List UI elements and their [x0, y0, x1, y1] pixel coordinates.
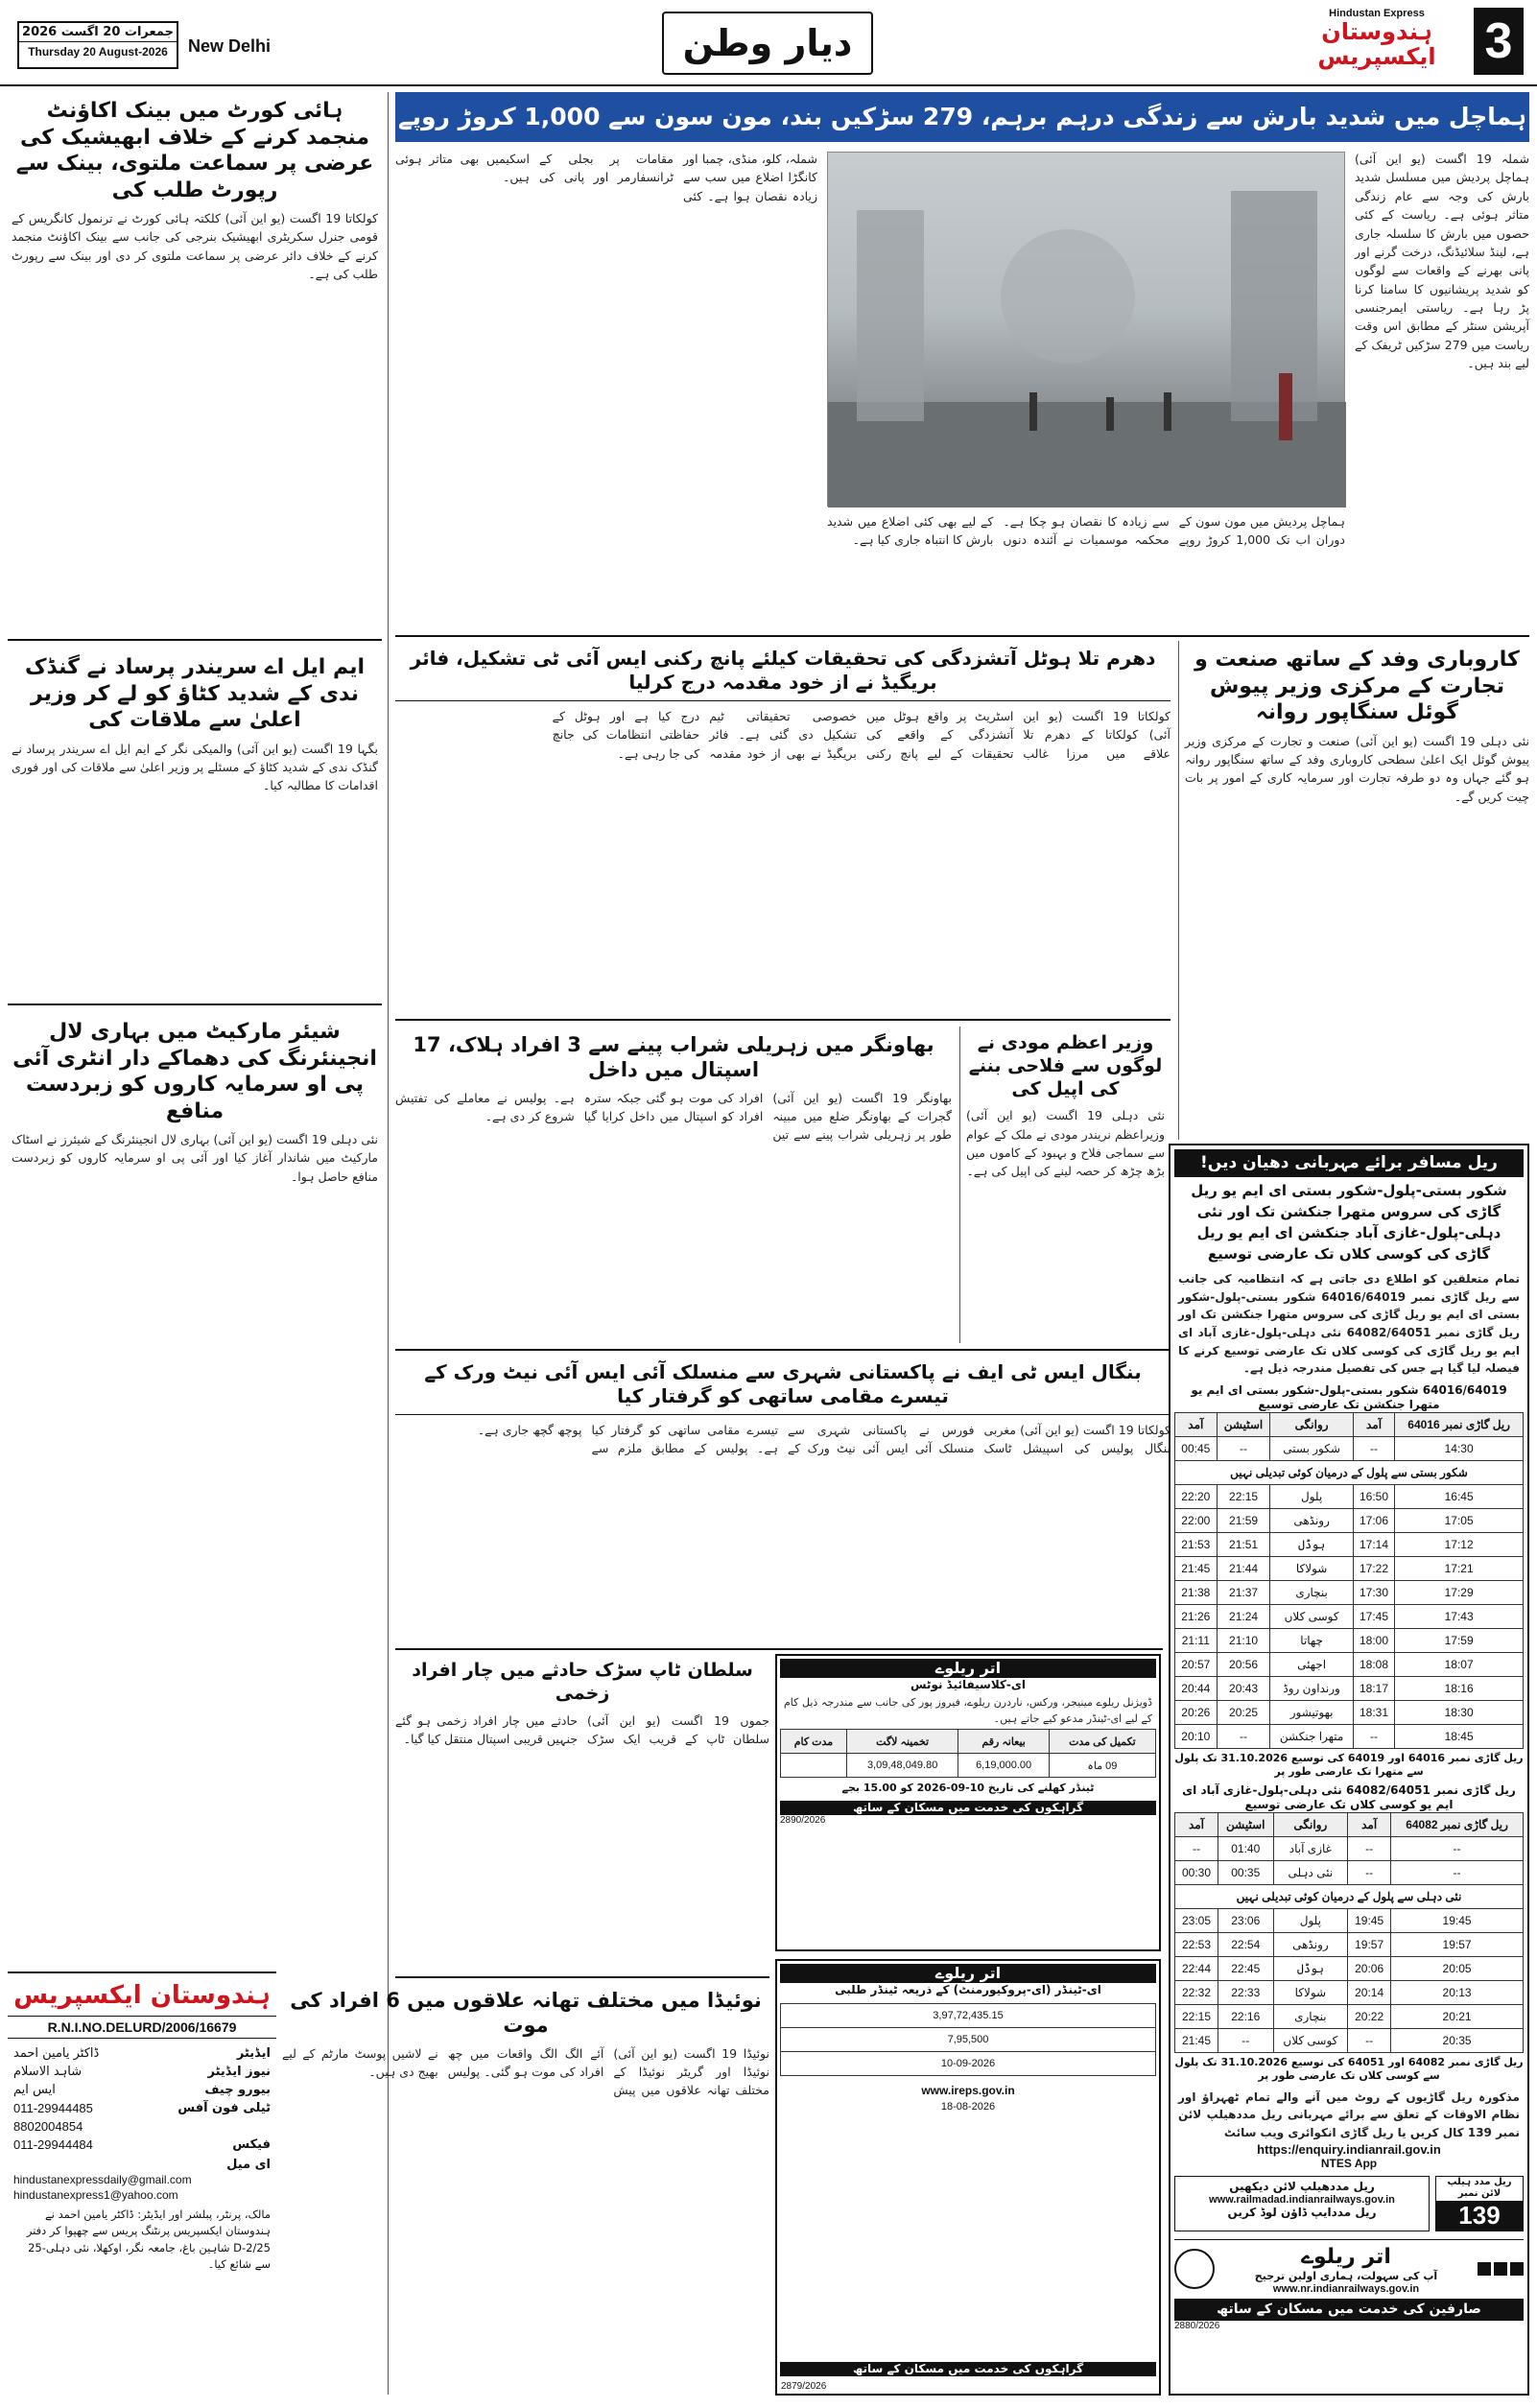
railmadad-url[interactable]: www.railmadad.indianrailways.gov.in	[1209, 2193, 1395, 2206]
timetable-cell: --	[1353, 1436, 1395, 1460]
timetable-cell: 17:05	[1395, 1508, 1524, 1532]
fax-row: فیکس 011-29944484	[13, 2137, 271, 2152]
lead-body-3: شملہ، کلو، منڈی، چمبا اور کانگڑا اضلاع میں سب سے زیادہ نقصان ہوا ہے۔ کئی مقامات پر بجلی کے ٹرانسفارمر اور پانی کی اسکیمیں بھی متاثر ہوئی ہیں۔	[395, 152, 817, 203]
timetable-cell: رونڈھی	[1270, 1508, 1353, 1532]
timetable-cell: ہوڈل	[1273, 1957, 1348, 1981]
table2-title: ریل گاڑی نمبر 64082/64051 نئی دہلی-پلول-غازی آباد ای ایم یو کوسی کلاں تک عارضی توسیع	[1182, 1783, 1516, 1812]
timetable-cell: 01:40	[1218, 1837, 1273, 1861]
table2-footer: ریل گاڑی نمبر 64082 اور 64051 کی توسیع 31.10.2026 تک پلول سے کوسی کلاں تک عارضی طور پر	[1174, 2056, 1524, 2083]
timetable-header-cell: ریل گاڑی نمبر 64082	[1391, 1813, 1524, 1837]
x-icon[interactable]	[1494, 2262, 1507, 2276]
timetable-cell: 14:30	[1395, 1436, 1524, 1460]
email-1: hindustanexpressdaily@gmail.com	[13, 2173, 192, 2186]
ntes-app: NTES App	[1320, 2156, 1378, 2170]
logo-en: Hindustan Express	[1329, 8, 1425, 19]
sultanpur-headline: سلطان ٹاپ سڑک حادثے میں چار افراد زخمی	[412, 1660, 753, 1704]
lead-story	[395, 92, 1529, 629]
timetable-cell: شکور بستی	[1270, 1436, 1353, 1460]
timetable-cell: 22:15	[1217, 1484, 1270, 1508]
tender2-code: 2879/2026	[781, 2381, 827, 2392]
tender2-website[interactable]: www.ireps.gov.in	[921, 2084, 1015, 2097]
helpline-number[interactable]: 139	[1436, 2201, 1523, 2231]
table1-footer: ریل گاڑی نمبر 64016 اور 64019 کی توسیع 31.10.2026 تک پلول سے متھرا تک عارضی طور پر	[1174, 1751, 1524, 1778]
timetable-cell: 21:53	[1175, 1532, 1218, 1556]
goyal-story	[1178, 641, 1529, 1140]
timetable-cell: 18:16	[1395, 1676, 1524, 1700]
tender1-code: 2890/2026	[780, 1814, 826, 1826]
timetable-row	[1175, 1604, 1524, 1628]
email-2: hindustanexpress1@yahoo.com	[13, 2188, 178, 2202]
timetable-cell: 17:22	[1353, 1556, 1395, 1580]
railmadad-label: ریل مددھیلپ لائن دیکھیں	[1229, 2179, 1375, 2193]
rail-code: 2880/2026	[1174, 2321, 1220, 2332]
tender1-row	[781, 1754, 1156, 1778]
rail-note: مذکورہ ریل گاڑیوں کے روٹ میں آنے والے تمام ٹھہراؤ اور نظام الاوقات کے تعلق سے برائے مہربانی ریل مددھیلپ لائن نمبر 139 کال کریں یا ریل گاڑی انکوائری ویب سائٹ	[1178, 2089, 1520, 2139]
timetable-cell: 20:14	[1348, 1981, 1391, 2005]
timetable-header-cell: اسٹیشن	[1218, 1813, 1273, 1837]
timetable-cell: 16:50	[1353, 1484, 1395, 1508]
phone-2: 8802004854	[13, 2119, 83, 2134]
timetable-cell: کوسی کلاں	[1273, 2029, 1348, 2053]
timetable-cell: 20:25	[1217, 1700, 1270, 1724]
timetable-cell: --	[1175, 1837, 1218, 1861]
section-title	[662, 12, 873, 75]
phone-row: ٹیلی فون آفس 011-29944485	[13, 2101, 271, 2115]
timetable-row	[1175, 2005, 1524, 2029]
timetable-cell: 22:16	[1218, 2005, 1273, 2029]
tender1-header	[781, 1730, 1156, 1754]
hc-bank-headline: ہائی کورٹ میں بینک اکاؤنٹ منجمد کرنے کے خلاف ابھیشیک کی عرضی پر سماعت ملتوی، بینک سے رپورٹ طلب کی	[15, 99, 374, 202]
section-label: دیار وطن	[682, 22, 853, 64]
sultanpur-body: جموں 19 اگست (یو این آئی) سلطان ٹاپ کے قریب ایک سڑک حادثے میں چار افراد زخمی ہو گئے جنہیں قریبی اسپتال منتقل کیا گیا۔	[395, 1712, 769, 1746]
bengal-stf-headline: بنگال ایس ٹی ایف نے پاکستانی شہری سے منسلک آئی ایس آئی نیٹ ورک کے تیسرے مقامی ساتھی کو گرفتار کیا	[395, 1355, 1170, 1415]
timetable-row	[1175, 1484, 1524, 1508]
timetable-cell: رونڈھی	[1273, 1933, 1348, 1957]
hc-bank-body: کولکاتا 19 اگست (یو این آئی) کلکتہ ہائی کورٹ نے ترنمول کانگریس کے قومی جنرل سکریٹری ابھیشیک بنرجی کی جانب سے بینک اکاؤنٹ منجمد کرنے کے خلاف دائر عرضی پر سماعت ملتوی کر دی اور بینک سے رپورٹ طلب کی ہے۔	[12, 211, 378, 282]
modi-body: نئی دہلی 19 اگست (یو این آئی) وزیراعظم نریندر مودی نے ملک کے عوام سے سماجی فلاح و بہبود کے کاموں میں بڑھ چڑھ کر حصہ لینے کی اپیل کی ہے۔	[966, 1108, 1165, 1179]
timetable-cell: 20:35	[1391, 2029, 1524, 2053]
bengal-stf-body: کولکاتا 19 اگست (یو این آئی) مغربی بنگال پولیس کی اسپیشل ٹاسک فورس نے پاکستانی شہری سے منسلک آئی ایس آئی نیٹ ورک کے تیسرے مقامی ساتھی کو گرفتار کیا ہے۔ پولیس کے مطابق ملزم سے پوچھ گچھ جاری ہے۔	[477, 1423, 1170, 1456]
logo-urdu: ہندوستان ایکسپریس	[1317, 18, 1436, 71]
bengal-stf-story	[395, 1355, 1170, 1642]
timetable-cell: چھاتا	[1270, 1628, 1353, 1652]
mla-body: بگہا 19 اگست (یو این آئی) والمیکی نگر کے ایم ایل اے سریندر پرساد نے گنڈک ندی کے شدید کٹاؤ کے مسئلے پر وزیر اعلیٰ سے ملاقات کی اور فوری اقدامات کا مطالبہ کیا۔	[12, 741, 378, 793]
timetable-cell: 22:44	[1175, 1957, 1218, 1981]
timetable-cell: 20:05	[1391, 1957, 1524, 1981]
timetable-cell: 17:43	[1395, 1604, 1524, 1628]
timetable-cell: --	[1218, 2029, 1273, 2053]
tender2-subtitle: ای-ٹینڈر (ای-پروکیورمنٹ) کے ذریعہ ٹینڈر طلبی	[835, 1983, 1101, 1996]
tender2-slogan: گراہکوں کی خدمت میں مسکان کے ساتھ	[780, 2362, 1156, 2376]
timetable-row	[1175, 1909, 1524, 1933]
timetable-cell: بنچاری	[1273, 2005, 1348, 2029]
tender1-cell: 6,19,000.00	[958, 1754, 1049, 1778]
lead-body-1: شملہ 19 اگست (یو این آئی) ہماچل پردیش میں مسلسل شدید بارش کی وجہ سے عام زندگی متاثر ہوئی ہے۔ ریاست کے کئی حصوں میں بارش کا سلسلہ جاری ہے، لینڈ سلائیڈنگ، درخت گرنے اور پانی بھرنے کے واقعات سے لوگوں کو شدید پریشانیوں کا سامنا کرنا پڑ رہا ہے۔ ریاستی ایمرجنسی آپریشن سنٹر کے مطابق اس وقت ریاست میں 279 سڑکیں ٹریفک کے لیے بند ہیں۔	[1355, 152, 1529, 371]
share-market-body: نئی دہلی 19 اگست (یو این آئی) بہاری لال انجینئرنگ کے شیئرز نے اسٹاک مارکیٹ میں شاندار آغاز کیا اور آئی پی او سرمایہ کاروں کو زبردست منافع حاصل ہوا۔	[12, 1132, 378, 1184]
timetable-header-cell: روانگی	[1273, 1813, 1348, 1837]
fog-street-photo	[828, 153, 1346, 508]
timetable-cell: 19:45	[1348, 1909, 1391, 1933]
date-box	[17, 21, 178, 69]
city: New Delhi	[188, 36, 272, 56]
timetable-cell: 17:21	[1395, 1556, 1524, 1580]
timetable-cell: 16:45	[1395, 1484, 1524, 1508]
timetable-header-cell: آمد	[1175, 1412, 1218, 1436]
page-number: 3	[1474, 8, 1524, 75]
timetable-cell: شولاکا	[1273, 1981, 1348, 2005]
timetable-cell: --	[1348, 1837, 1391, 1861]
railway-tag: آپ کی سہولت، ہماری اولین ترجیح	[1254, 2270, 1438, 2283]
timetable-cell: 22:53	[1175, 1933, 1218, 1957]
tender2-title: اتر ریلوے	[780, 1964, 1156, 1983]
timetable-cell: 17:30	[1353, 1580, 1395, 1604]
tender1-header-cell: مدت کام	[781, 1730, 847, 1754]
dharamtala-story	[395, 641, 1170, 1015]
timetable-row	[1175, 1436, 1524, 1460]
dharamtala-body: کولکاتا 19 اگست (یو این آئی) کولکاتا کے دھرم تلا علاقے میں مرزا غالب اسٹریٹ پر واقع ہوٹل میں آتشزدگی کے واقعے کی تحقیقات کے لیے پانچ رکنی خصوصی تحقیقاتی ٹیم تشکیل دی گئی ہے۔ فائر بریگیڈ نے بھی از خود مقدمہ درج کیا ہے اور ہوٹل کے حفاظتی انتظامات کی جانچ کی جا رہی ہے۔	[552, 709, 1170, 761]
timetable-header-cell: اسٹیشن	[1217, 1412, 1270, 1436]
timetable-note: شکور بستی سے پلول کے درمیان کوئی تبدیلی نہیں	[1175, 1460, 1524, 1484]
timetable-cell: 18:31	[1353, 1700, 1395, 1724]
left-column	[8, 92, 382, 1963]
timetable-cell: --	[1391, 1837, 1524, 1861]
timetable-cell: 17:45	[1353, 1604, 1395, 1628]
timetable-cell: 22:45	[1218, 1957, 1273, 1981]
timetable-cell: --	[1391, 1861, 1524, 1885]
imprint-logo: ہندوستان ایکسپریس	[13, 1981, 271, 2010]
timetable-row	[1175, 1933, 1524, 1957]
timetable-row	[1175, 1861, 1524, 1885]
timetable-cell: 20:21	[1391, 2005, 1524, 2029]
timetable-cell: 20:43	[1217, 1676, 1270, 1700]
timetable-cell: 19:45	[1391, 1909, 1524, 1933]
email-label: ای میل	[226, 2158, 271, 2172]
timetable-header-cell: روانگی	[1270, 1412, 1353, 1436]
timetable-cell: نئی دہلی	[1273, 1861, 1348, 1885]
timetable-cell: 21:38	[1175, 1580, 1218, 1604]
sultanpur-story	[395, 1654, 769, 1971]
tender1-cell: 09 ماہ	[1049, 1754, 1155, 1778]
dharamtala-headline: دھرم تلا ہوٹل آتشزدگی کی تحقیقات کیلئے پانچ رکنی ایس آئی ٹی تشکیل، فائر بریگیڈ نے از خود مقدمہ درج کرلیا	[395, 641, 1170, 701]
timetable-cell: 21:11	[1175, 1628, 1218, 1652]
rail-banner: ریل مسافر برائے مہربانی دھیان دیں!	[1174, 1149, 1524, 1177]
tender2-amount2: 7,95,500	[781, 2028, 1156, 2052]
rail-slogan: صارفین کی خدمت میں مسکان کے ساتھ	[1174, 2299, 1524, 2322]
railway-url[interactable]: www.nr.indianrailways.gov.in	[1272, 2282, 1420, 2295]
timetable-header	[1175, 1412, 1524, 1436]
rail-title: شکور بستی-پلول-شکور بستی ای ایم یو ریل گاڑی کی سروس متھرا جنکشن تک اور نئی دہلی-پلول-غازی آباد جنکشن ای ایم یو ریل گاڑی کی کوسی کلاں تک عارضی توسیع	[1191, 1182, 1507, 1263]
timetable-cell: 22:00	[1175, 1508, 1218, 1532]
rail-notice	[1169, 1144, 1529, 2396]
timetable-cell: 22:54	[1218, 1933, 1273, 1957]
timetable-row	[1175, 1837, 1524, 1861]
facebook-icon[interactable]	[1478, 2262, 1491, 2276]
helpline-label: ریل مدد ہیلپ لائن نمبر	[1447, 2176, 1512, 2200]
timetable-cell: 17:59	[1395, 1628, 1524, 1652]
railmadad-download: ریل مددایپ ڈاؤن لوڈ کریں	[1227, 2205, 1377, 2219]
youtube-icon[interactable]	[1510, 2262, 1524, 2276]
rail-intro: تمام متعلقین کو اطلاع دی جاتی ہے کہ انتظامیہ کی جانب سے ریل گاڑی نمبر 64016/64019 شکور بستی-پلول-شکور بستی ای ایم یو ریل گاڑی کی سروس متھرا جنکشن تک اور ریل گاڑی نمبر 64082/64051 نئی دہلی-پلول-غازی آباد ای ایم یو ریل گاڑی کی کوسی کلاں تک عارضی توسیع کرنے کا فیصلہ لیا گیا ہے جس کی تفصیل مندرجہ ذیل ہے۔	[1178, 1272, 1520, 1376]
bhavnagar-headline: بھاونگر میں زہریلی شراب پینے سے 3 افراد ہلاک، 17 اسپتال میں داخل	[413, 1033, 934, 1082]
role-2: بیورو چیف ایس ایم	[13, 2083, 271, 2097]
timetable-cell: 19:57	[1391, 1933, 1524, 1957]
timetable-cell: غازی آباد	[1273, 1837, 1348, 1861]
timetable-cell: 18:00	[1353, 1628, 1395, 1652]
timetable-note-row	[1175, 1460, 1524, 1484]
goyal-headline: کاروباری وفد کے ساتھ صنعت و تجارت کے مرکزی وزیر پیوش گوئل سنگاپور روانہ	[1194, 648, 1520, 724]
tender1-header-cell: بیعانہ رقم	[958, 1730, 1049, 1754]
timetable-cell: 17:06	[1353, 1508, 1395, 1532]
timetable-row	[1175, 1700, 1524, 1724]
timetable-row	[1175, 1652, 1524, 1676]
timetable-cell: 00:30	[1175, 1861, 1218, 1885]
timetable-cell: 21:44	[1217, 1556, 1270, 1580]
mla-headline: ایم ایل اے سریندر پرساد نے گنڈک ندی کے شدید کٹاؤ کو لے کر وزیر اعلیٰ سے ملاقات کی	[24, 655, 366, 732]
tender1-header-cell: تکمیل کی مدت	[1049, 1730, 1155, 1754]
tender1-footer: ٹینڈر کھلنے کی تاریخ 10-09-2026 کو 15.00 بجے	[841, 1782, 1095, 1795]
bhavnagar-body: بھاونگر 19 اگست (یو این آئی) گجرات کے بھاونگر ضلع میں مبینہ طور پر زہریلی شراب پینے سے تین افراد کی موت ہو گئی جبکہ سترہ افراد کو اسپتال میں داخل کرایا گیا ہے۔ پولیس نے معاملے کی تفتیش شروع کر دی ہے۔	[395, 1090, 952, 1143]
tender1-slogan: گراہکوں کی خدمت میں مسکان کے ساتھ	[780, 1801, 1156, 1815]
modi-story	[959, 1027, 1170, 1343]
timetable-cell: --	[1217, 1436, 1270, 1460]
timetable-cell: بنچاری	[1270, 1580, 1353, 1604]
timetable-cell: 18:08	[1353, 1652, 1395, 1676]
tender2-date: 10-09-2026	[781, 2052, 1156, 2076]
timetable-cell: 20:26	[1175, 1700, 1218, 1724]
timetable-cell: پلول	[1270, 1484, 1353, 1508]
lead-photo	[827, 152, 1345, 507]
timetable-cell: 23:06	[1218, 1909, 1273, 1933]
timetable-cell: 18:07	[1395, 1652, 1524, 1676]
noida-story	[282, 1982, 769, 2395]
enquiry-url[interactable]: https://enquiry.indianrail.gov.in	[1257, 2141, 1441, 2157]
timetable-note-row	[1175, 1885, 1524, 1909]
timetable-header-cell: آمد	[1348, 1813, 1391, 1837]
tender1-cell	[781, 1754, 847, 1778]
tender-notice-1	[775, 1654, 1161, 1951]
timetable-cell: بھوتیشور	[1270, 1700, 1353, 1724]
timetable-cell: 20:13	[1391, 1981, 1524, 2005]
timetable-row	[1175, 2029, 1524, 2053]
timetable-row	[1175, 1676, 1524, 1700]
timetable-row	[1175, 1508, 1524, 1532]
goyal-body: نئی دہلی 19 اگست (یو این آئی) صنعت و تجارت کے مرکزی وزیر پیوش گوئل ایک اعلیٰ سطحی کاروباری وفد کے ساتھ سنگاپور روانہ ہو گئے جہاں وہ دو طرفہ تجارت اور سرمایہ کاری کے امور پر بات چیت کریں گے۔	[1185, 733, 1529, 804]
timetable-cell: اجھئی	[1270, 1652, 1353, 1676]
timetable-cell: 21:24	[1217, 1604, 1270, 1628]
timetable-cell: پلول	[1273, 1909, 1348, 1933]
tender2-amount1: 3,97,72,435.15	[781, 2004, 1156, 2028]
timetable-cell: 18:30	[1395, 1700, 1524, 1724]
timetable-cell: 21:45	[1175, 2029, 1218, 2053]
timetable-cell: 18:45	[1395, 1724, 1524, 1748]
timetable-row	[1175, 1556, 1524, 1580]
timetable-cell: 21:45	[1175, 1556, 1218, 1580]
timetable-cell: --	[1217, 1724, 1270, 1748]
timetable-2	[1174, 1812, 1524, 2053]
timetable-cell: 20:10	[1175, 1724, 1218, 1748]
social-icons	[1478, 2262, 1524, 2276]
timetable-cell: 22:20	[1175, 1484, 1218, 1508]
role-0: ایڈیٹر ڈاکٹر یامین احمد	[13, 2046, 271, 2061]
timetable-cell: --	[1348, 2029, 1391, 2053]
timetable-cell: 22:32	[1175, 1981, 1218, 2005]
imprint	[8, 1971, 276, 2394]
timetable-cell: 18:17	[1353, 1676, 1395, 1700]
timetable-cell: 21:26	[1175, 1604, 1218, 1628]
timetable-cell: 17:14	[1353, 1532, 1395, 1556]
modi-headline: وزیر اعظم مودی نے لوگوں سے فلاحی بننے کی اپیل کی	[968, 1032, 1163, 1099]
lead-headline: ہماچل میں شدید بارش سے زندگی درہم برہم، 279 سڑکیں بند، مون سون سے 1,000 کروڑ روپے	[395, 92, 1529, 142]
tender1-body: ڈویژنل ریلوے مینیجر، ورکس، ناردرن ریلوے، فیروز پور کی جانب سے مندرجہ ذیل کام کے لیے ای-ٹینڈر مدعو کیے جاتے ہیں۔	[784, 1696, 1152, 1726]
tender1-table	[780, 1729, 1156, 1778]
railway-name: اتر ریلوے	[1301, 2244, 1391, 2269]
timetable-cell: شولاکا	[1270, 1556, 1353, 1580]
timetable-row	[1175, 1580, 1524, 1604]
role-1: نیوز ایڈیٹر شاہد الاسلام	[13, 2065, 271, 2079]
railway-emblem	[1174, 2249, 1215, 2289]
timetable-header-cell: ریل گاڑی نمبر 64016	[1395, 1412, 1524, 1436]
timetable-cell: 17:12	[1395, 1532, 1524, 1556]
timetable-cell: --	[1353, 1724, 1395, 1748]
printer-line: مالک، پرنٹر، پبلشر اور ایڈیٹر: ڈاکٹر یامین احمد نے ہندوستان ایکسپریس پرنٹنگ پریس سے چھپوا کر دفتر D-2/25 شاہین باغ، جامعہ نگر، اوکھلا، نئی دہلی-25 سے شائع کیا۔	[26, 2207, 271, 2271]
timetable-cell: ہوڈل	[1270, 1532, 1353, 1556]
timetable-row	[1175, 1628, 1524, 1652]
timetable-cell: کوسی کلاں	[1270, 1604, 1353, 1628]
timetable-cell: 23:05	[1175, 1909, 1218, 1933]
timetable-cell: ورنداون روڈ	[1270, 1676, 1353, 1700]
masthead	[0, 0, 1537, 84]
timetable-cell: 21:51	[1217, 1532, 1270, 1556]
bhavnagar-story	[395, 1027, 952, 1343]
tender1-cell: 3,09,48,049.80	[846, 1754, 958, 1778]
timetable-cell: 20:06	[1348, 1957, 1391, 1981]
table1-title: 64016/64019 شکور بستی-پلول-شکور بستی ای ایم یو متھرا جنکشن تک عارضی توسیع	[1191, 1382, 1507, 1411]
timetable-cell: 22:15	[1175, 2005, 1218, 2029]
timetable-cell: 20:22	[1348, 2005, 1391, 2029]
timetable-cell: 21:37	[1217, 1580, 1270, 1604]
timetable-cell: 20:56	[1217, 1652, 1270, 1676]
timetable-header-cell: آمد	[1353, 1412, 1395, 1436]
timetable-1	[1174, 1412, 1524, 1749]
timetable-row	[1175, 1532, 1524, 1556]
timetable-cell: --	[1348, 1861, 1391, 1885]
timetable-note: نئی دہلی سے پلول کے درمیان کوئی تبدیلی نہیں	[1175, 1885, 1524, 1909]
timetable-cell: 22:33	[1218, 1981, 1273, 2005]
noida-headline: نوئیڈا میں مختلف تھانہ علاقوں میں 6 افراد کی موت	[290, 1989, 762, 2038]
lead-body-2: ہماچل پردیش میں مون سون کے دوران اب تک 1,000 کروڑ روپے سے زیادہ کا نقصان ہو چکا ہے۔ محکمہ موسمیات نے آئندہ دنوں کے لیے بھی کئی اضلاع میں شدید بارش کا انتباہ جاری کیا ہے۔	[827, 514, 1345, 548]
timetable-cell: 20:57	[1175, 1652, 1218, 1676]
timetable-row	[1175, 1724, 1524, 1748]
timetable-cell: 21:10	[1217, 1628, 1270, 1652]
timetable-header	[1175, 1813, 1524, 1837]
timetable-row	[1175, 1957, 1524, 1981]
timetable-cell: 20:44	[1175, 1676, 1218, 1700]
timetable-cell: 19:57	[1348, 1933, 1391, 1957]
tender-notice-2	[775, 1959, 1161, 2396]
tender1-subtitle: ای-کلاسیفائیڈ نوٹس	[910, 1678, 1027, 1691]
brand-logo	[1286, 8, 1468, 75]
tender2-table	[780, 2003, 1156, 2076]
timetable-cell: متھرا جنکشن	[1270, 1724, 1353, 1748]
timetable-header-cell: آمد	[1175, 1813, 1218, 1837]
share-market-headline: شیئر مارکیٹ میں بہاری لال انجینئرنگ کی دھماکے دار انٹری آئی پی او سرمایہ کاروں کو زبردست منافع	[12, 1020, 377, 1123]
noida-body: نوئیڈا 19 اگست (یو این آئی) نوئیڈا اور گریٹر نوئیڈا کے مختلف تھانہ علاقوں میں پیش آئے الگ الگ واقعات میں چھ افراد کی موت ہو گئی۔ پولیس نے لاشیں پوسٹ مارٹم کے لیے بھیج دی ہیں۔	[282, 2045, 769, 2098]
rni: R.N.I.NO.DELURD/2006/16679	[8, 2016, 276, 2039]
tender1-header-cell: تخمینہ لاگت	[846, 1730, 958, 1754]
date-en: Thursday 20 August-2026	[28, 45, 168, 59]
timetable-cell: 00:35	[1218, 1861, 1273, 1885]
timetable-row	[1175, 1981, 1524, 2005]
date-urdu: جمعرات 20 اگست 2026	[19, 23, 177, 42]
tender2-date2: 18-08-2026	[940, 2101, 996, 2113]
timetable-cell: 17:29	[1395, 1580, 1524, 1604]
timetable-cell: 00:45	[1175, 1436, 1218, 1460]
timetable-cell: 21:59	[1217, 1508, 1270, 1532]
tender1-title: اتر ریلوے	[780, 1659, 1156, 1678]
